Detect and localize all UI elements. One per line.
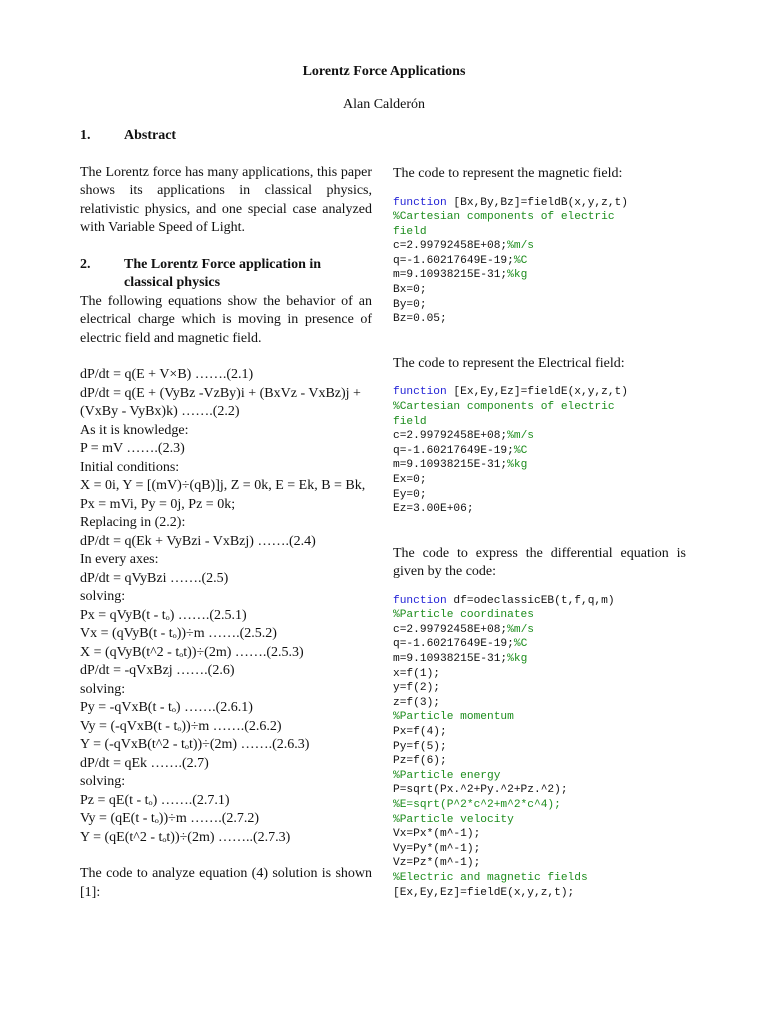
code-line xyxy=(393,429,686,444)
code-line: z=f(3); xyxy=(393,696,440,709)
section-number: 2. xyxy=(80,256,91,272)
code-text: q=-1.60217649E-19; xyxy=(393,638,514,651)
differential-equation-code xyxy=(393,594,686,900)
equation-line: dP/dt = q(E + V×B) …….(2.1) xyxy=(80,367,254,382)
code-comment: %m/s xyxy=(507,623,534,636)
code-text: m=9.10938215E-31; xyxy=(393,269,508,282)
section-1-heading xyxy=(80,127,372,146)
equation-line: Vy = (-qVxB(t - tₒ))÷m …….(2.6.2) xyxy=(80,718,282,734)
code-keyword: function xyxy=(393,196,447,209)
code-text: [Ex,Ey,Ez]=fieldE(x,y,z,t) xyxy=(446,386,628,399)
code-line: %Particle energy xyxy=(393,769,501,782)
code-line xyxy=(393,637,686,652)
equation-line: P = mV …….(2.3) xyxy=(80,441,185,456)
code-line xyxy=(393,444,686,459)
code-line xyxy=(393,623,686,638)
electric-field-code xyxy=(393,385,686,516)
equation-block xyxy=(80,366,372,847)
equation-line: Vy = (qE(t - tₒ))÷m …….(2.7.2) xyxy=(80,811,260,826)
code-line xyxy=(393,254,686,269)
left-column xyxy=(80,127,372,902)
equation-line: solving: xyxy=(80,589,126,604)
code-text: q=-1.60217649E-19; xyxy=(393,254,514,267)
code-line xyxy=(393,458,686,473)
code-text: m=9.10938215E-31; xyxy=(393,459,508,472)
equation-line: Y = (qE(t^2 - tₒt))÷(2m) ……..(2.7.3) xyxy=(80,829,291,845)
equation-line: (VxBy - VyBx)k) …….(2.2) xyxy=(80,404,240,419)
right-column xyxy=(393,165,686,900)
code-line: field xyxy=(393,415,427,428)
code-keyword: function xyxy=(393,594,447,607)
equation-line: Px = qVyB(t - tₒ) …….(2.5.1) xyxy=(80,607,247,623)
code-comment: %m/s xyxy=(507,240,534,253)
equation-line: Vx = (qVyB(t - tₒ))÷m …….(2.5.2) xyxy=(80,626,277,641)
code-line: Vx=Px*(m^-1); xyxy=(393,828,481,841)
code-comment: %kg xyxy=(507,459,528,472)
code-line: Ex=0; xyxy=(393,473,427,486)
code-line: field xyxy=(393,225,427,238)
code-line xyxy=(393,385,686,400)
code-line: Ey=0; xyxy=(393,488,427,501)
code-text: m=9.10938215E-31; xyxy=(393,653,508,666)
equation-line: dP/dt = q(E + (VyBz -VzBy)i + (BxVz - VxBz)j + xyxy=(80,385,361,401)
equation-line: dP/dt = qEk …….(2.7) xyxy=(80,755,209,771)
code-line xyxy=(393,652,686,667)
paper-author: Alan Calderón xyxy=(342,97,426,112)
equation-line: Initial conditions: xyxy=(80,459,180,475)
code-line xyxy=(393,196,686,211)
code-line: Pz=f(6); xyxy=(393,755,447,768)
equation-line: Py = -qVxB(t - tₒ) …….(2.6.1) xyxy=(80,700,253,715)
code-comment: %kg xyxy=(507,269,528,282)
code-line: y=f(2); xyxy=(393,682,440,695)
equation-line: solving: xyxy=(80,681,126,697)
equation-line: dP/dt = -qVxBzj …….(2.6) xyxy=(80,663,235,678)
code-line: Bx=0; xyxy=(393,284,427,297)
closing-paragraph: The code to analyze equation (4) solution is shown [1]: xyxy=(80,866,372,900)
code-text: c=2.99792458E+08; xyxy=(393,623,508,636)
equation-line: dP/dt = qVyBzi …….(2.5) xyxy=(80,570,229,586)
section-2-heading xyxy=(80,256,372,293)
equation-line: X = (qVyB(t^2 - tₒt))÷(2m) …….(2.5.3) xyxy=(80,644,304,660)
code-line: %Particle coordinates xyxy=(393,609,534,622)
code-comment: %C xyxy=(513,444,528,457)
equation-line: As it is knowledge: xyxy=(80,422,189,438)
code-comment: %m/s xyxy=(507,430,534,443)
code-line: Vz=Pz*(m^-1); xyxy=(393,857,481,870)
code-text: c=2.99792458E+08; xyxy=(393,430,508,443)
intro-paragraph: The following equations show the behavior of an electrical charge which is moving in presence of electric field and magnetic field. xyxy=(80,293,372,346)
code-line: %Electric and magnetic fields xyxy=(393,871,588,884)
code-comment: %kg xyxy=(507,653,528,666)
code-line xyxy=(393,268,686,283)
code-text: df=odeclassicEB(t,f,q,m) xyxy=(446,594,615,607)
equation-line: solving: xyxy=(80,774,126,789)
code-keyword: function xyxy=(393,386,447,399)
code-line: Py=f(5); xyxy=(393,740,447,753)
code-line xyxy=(393,239,686,254)
code-line: %E=sqrt(P^2*c^2+m^2*c^4); xyxy=(393,799,561,811)
code-text: q=-1.60217649E-19; xyxy=(393,444,514,457)
code-line: Ez=3.00E+06; xyxy=(393,503,474,516)
code-line: %Particle velocity xyxy=(393,813,514,826)
code-line: %Particle momentum xyxy=(393,711,514,724)
equation-line: Pz = qE(t - tₒ) …….(2.7.1) xyxy=(80,792,230,808)
differential-equation-intro: The code to express the differential equation is given by the code: xyxy=(393,545,686,580)
equation-line: In every axes: xyxy=(80,552,159,567)
code-comment: %C xyxy=(513,254,528,267)
code-line: Px=f(4); xyxy=(393,726,447,739)
section-title: Abstract xyxy=(124,128,177,143)
section-number: 1. xyxy=(80,128,91,143)
code-line: x=f(1); xyxy=(393,667,440,680)
code-line: [Ex,Ey,Ez]=fieldE(x,y,z,t); xyxy=(393,886,575,899)
magnetic-field-intro: The code to represent the magnetic field: xyxy=(393,166,623,181)
code-text: [Bx,By,Bz]=fieldB(x,y,z,t) xyxy=(446,196,628,209)
electric-field-intro: The code to represent the Electrical field: xyxy=(393,355,625,371)
code-line: Vy=Py*(m^-1); xyxy=(393,842,481,855)
magnetic-field-code xyxy=(393,196,686,327)
code-line: Bz=0.05; xyxy=(393,313,447,326)
code-text: c=2.99792458E+08; xyxy=(393,240,508,253)
equation-line: X = 0i, Y = [(mV)÷(qB)]j, Z = 0k, E = Ek, B = Bk, xyxy=(80,478,366,493)
equation-line: Replacing in (2.2): xyxy=(80,515,186,530)
code-line: By=0; xyxy=(393,298,427,311)
code-line: P=sqrt(Px.^2+Py.^2+Pz.^2); xyxy=(393,784,568,797)
abstract-text: The Lorentz force has many applications, this paper shows its applications in classical physics, relativistic physics, and one special case analyzed with Variable Speed of Light. xyxy=(80,164,372,235)
code-line: %Cartesian components of electric xyxy=(393,400,615,413)
paper-title: Lorentz Force Applications xyxy=(302,64,466,79)
section-title: The Lorentz Force application in classical physics xyxy=(124,256,322,290)
code-comment: %C xyxy=(513,638,528,651)
equation-line: Y = (-qVxB(t^2 - tₒt))÷(2m) …….(2.6.3) xyxy=(80,737,310,752)
code-line: %Cartesian components of electric xyxy=(393,211,615,224)
code-line xyxy=(393,594,686,609)
equation-line: Px = mVi, Py = 0j, Pz = 0k; xyxy=(80,496,236,512)
equation-line: dP/dt = q(Ek + VyBzi - VxBzj) …….(2.4) xyxy=(80,533,316,549)
